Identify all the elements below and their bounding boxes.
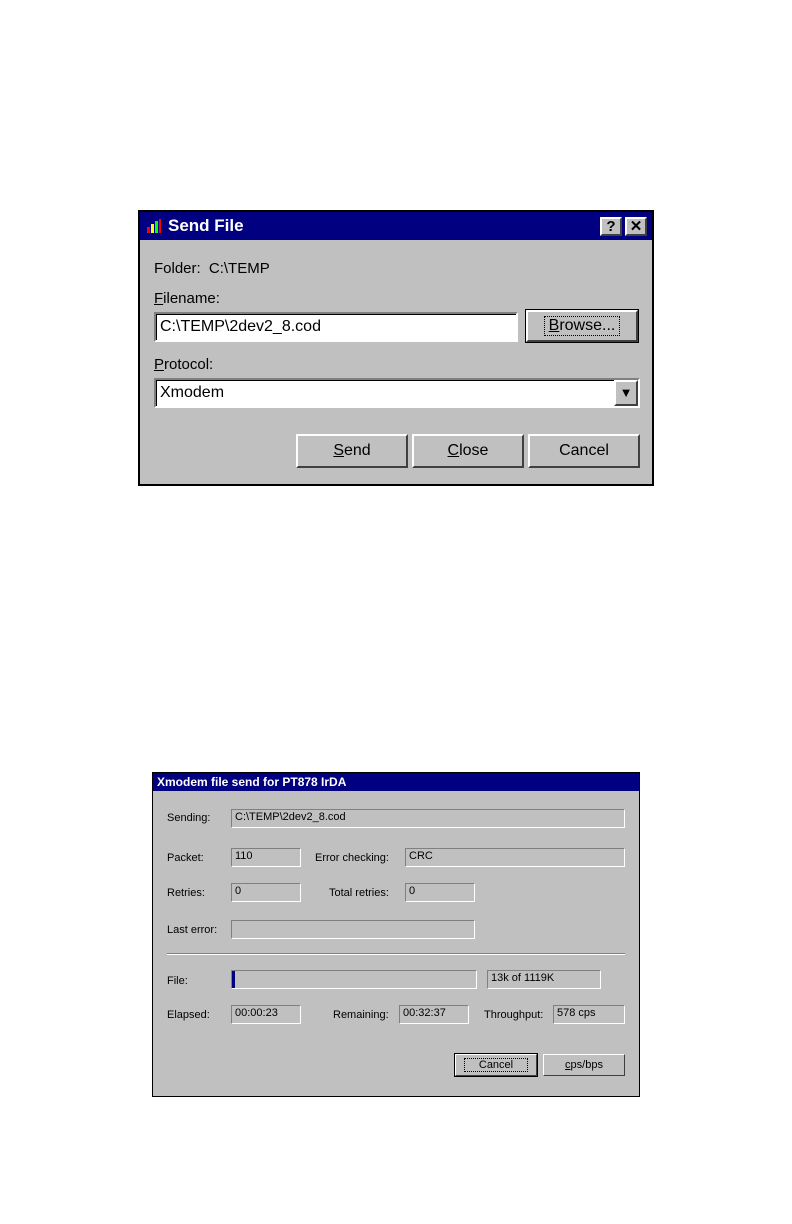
- close-icon: ✕: [629, 218, 643, 235]
- folder-row: [154, 260, 270, 277]
- protocol-label: Protocol:: [154, 356, 214, 373]
- chevron-down-icon: ▼: [619, 385, 633, 400]
- folder-value: C:\TEMP: [208, 260, 270, 277]
- filename-label: Filename:: [154, 290, 220, 307]
- total-retries-label: Total retries:: [329, 887, 389, 899]
- file-progress-fill: [232, 971, 235, 988]
- xmodem-title: Xmodem file send for PT878 IrDA: [157, 775, 347, 789]
- send-button[interactable]: S end: [296, 434, 408, 468]
- retries-value: 0: [231, 883, 301, 902]
- total-retries-value: 0: [405, 883, 475, 902]
- sending-label: Sending:: [167, 812, 211, 824]
- help-icon: ?: [606, 218, 616, 235]
- send-file-title: Send File: [168, 216, 244, 235]
- close-window-button[interactable]: [625, 217, 647, 236]
- browse-button[interactable]: [526, 310, 638, 342]
- filename-input[interactable]: C:\TEMP\2dev2_8.cod: [154, 312, 518, 342]
- file-size-value: 13k of 1119K: [487, 970, 601, 989]
- protocol-select[interactable]: [154, 378, 640, 408]
- protocol-dropdown-button[interactable]: [614, 380, 638, 406]
- xmodem-dialog: [152, 772, 640, 1097]
- last-error-value: [231, 920, 475, 939]
- file-label: File:: [167, 975, 188, 987]
- retries-label: Retries:: [167, 887, 205, 899]
- packet-label: Packet:: [167, 852, 204, 864]
- elapsed-label: Elapsed:: [167, 1009, 210, 1021]
- throughput-label: Throughput:: [484, 1009, 544, 1021]
- close-button[interactable]: C lose: [412, 434, 524, 468]
- app-signal-icon: [146, 218, 162, 234]
- error-checking-label: Error checking:: [315, 852, 389, 864]
- remaining-value: 00:32:37: [399, 1005, 469, 1024]
- xmodem-cancel-button[interactable]: Cancel: [455, 1054, 537, 1076]
- elapsed-value: 00:00:23: [231, 1005, 301, 1024]
- divider: [167, 953, 625, 955]
- remaining-label: Remaining:: [333, 1009, 389, 1021]
- send-file-titlebar[interactable]: [140, 212, 652, 240]
- folder-label: Folder:: [154, 260, 201, 277]
- cps-bps-button[interactable]: c ps/bps: [543, 1054, 625, 1076]
- file-progress-bar: [231, 970, 477, 989]
- last-error-label: Last error:: [167, 924, 218, 936]
- sending-value: C:\TEMP\2dev2_8.cod: [231, 809, 625, 828]
- help-button[interactable]: [600, 217, 622, 236]
- protocol-selected-value: Xmodem: [160, 384, 225, 401]
- browse-button-label: Browse...: [544, 316, 621, 336]
- cancel-button[interactable]: Cancel: [528, 434, 640, 468]
- send-file-dialog: [138, 210, 654, 486]
- xmodem-titlebar[interactable]: [153, 773, 639, 791]
- throughput-value: 578 cps: [553, 1005, 625, 1024]
- error-checking-value: CRC: [405, 848, 625, 867]
- packet-value: 110: [231, 848, 301, 867]
